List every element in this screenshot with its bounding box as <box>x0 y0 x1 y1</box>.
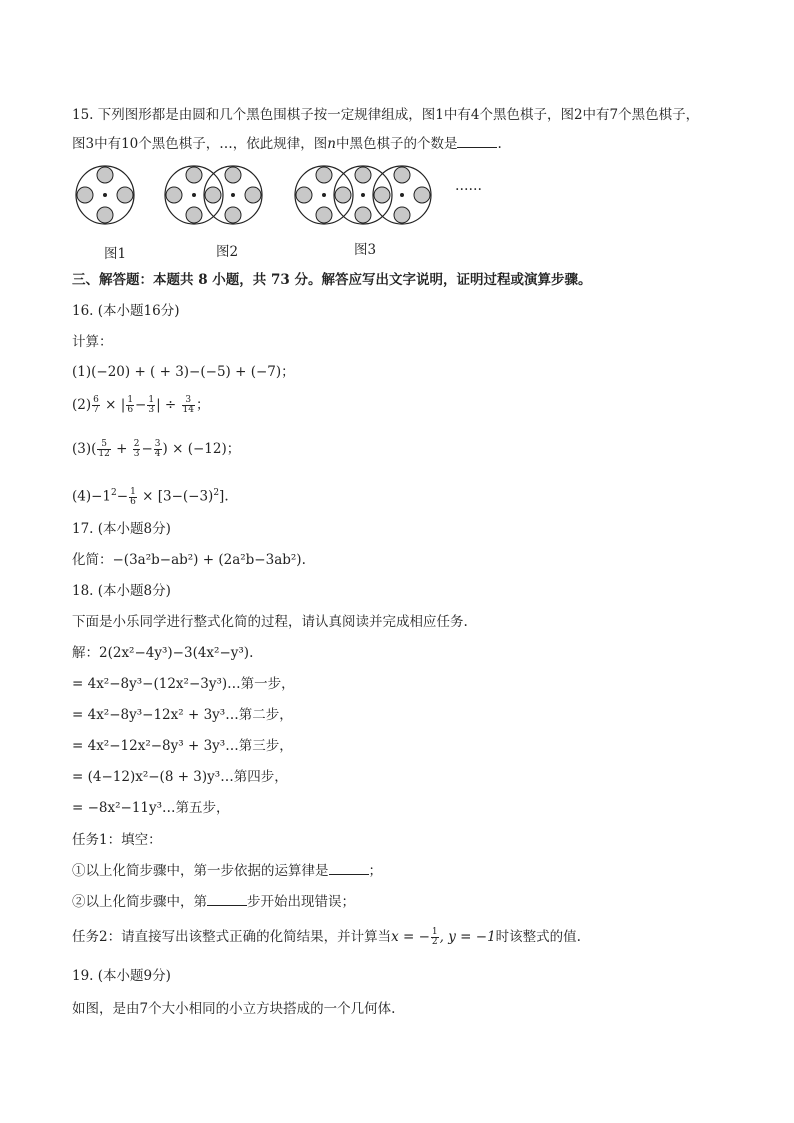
frac-den: 12 <box>98 449 110 459</box>
q18-t1a-pre: ①以上化简步骤中，第一步依据的运算律是 <box>72 863 329 879</box>
q16-intro: 计算： <box>72 334 113 350</box>
q15-figure-svg <box>72 160 492 240</box>
q15-line2-b: 中黑色棋子的个数是 <box>335 136 458 152</box>
q15-line2-end: . <box>497 136 502 152</box>
q16-p3-pre: (3)( <box>72 441 97 457</box>
q17-text: 化简：−(3a²b−ab²) + (2a²b−3ab²). <box>72 552 306 568</box>
frac-den: 3 <box>133 449 140 459</box>
q15-answer-blank[interactable] <box>457 135 497 148</box>
q16-part3 <box>72 440 240 459</box>
frac-1-6 <box>126 396 134 415</box>
q16-p4-end: ]. <box>219 488 229 505</box>
q16-p3-end: ) × (−12)； <box>162 441 241 457</box>
fig2-caption: 图2 <box>216 244 239 260</box>
q18-t1b-end: 步开始出现错误； <box>247 894 355 910</box>
q18-header: 18. (本小题8分) <box>72 583 171 599</box>
q18-step3: = 4x²−12x²−8y³ + 3y³…第三步， <box>72 738 293 754</box>
q16-header: 16. (本小题16分) <box>72 303 180 319</box>
q16-p4-pre: (4)−1 <box>72 488 112 505</box>
frac-5-12 <box>97 440 110 459</box>
q18-task1: 任务1：填空： <box>72 832 162 848</box>
q16-p2-pre: (2) <box>72 397 92 413</box>
q16-p2-mid2: | ÷ <box>156 397 181 413</box>
q16-p4-minus: − <box>116 488 129 505</box>
frac-1-6b <box>129 488 137 507</box>
frac-den: 2 <box>431 937 438 947</box>
q18-step5: = −8x²−11y³…第五步， <box>72 800 230 816</box>
frac-den: 4 <box>154 449 161 459</box>
q18-t1a-blank[interactable] <box>329 862 369 875</box>
q15-line2 <box>72 135 502 153</box>
q15-line1: 15. 下列图形都是由圆和几个黑色围棋子按一定规律组成，图1中有4个黑色棋子，图2中有7个黑色棋子， <box>72 107 700 123</box>
q19-header: 19. (本小题9分) <box>72 968 171 984</box>
frac-6-7 <box>92 396 100 415</box>
q18-t1a-end: ； <box>368 863 382 879</box>
figures-ellipsis: …… <box>455 178 482 194</box>
q18-step4: = (4−12)x²−(8 + 3)y³…第四步， <box>72 769 288 785</box>
frac-1-3 <box>147 396 155 415</box>
q16-p3-plus: + <box>111 441 132 457</box>
q18-intro: 下面是小乐同学进行整式化简的过程，请认真阅读并完成相应任务. <box>72 614 468 630</box>
frac-num: 1 <box>130 486 136 497</box>
q18-step0: 解：2(2x²−4y³)−3(4x²−y³). <box>72 645 254 661</box>
frac-num: 1 <box>148 395 155 405</box>
fig3-caption: 图3 <box>354 242 377 258</box>
section3-heading: 三、解答题：本题共 8 小题，共 73 分。解答应写出文字说明，证明过程或演算步骤。 <box>72 272 592 288</box>
q18-t1b-pre: ②以上化简步骤中，第 <box>72 894 207 910</box>
fig1-caption: 图1 <box>104 246 127 262</box>
frac-2-3 <box>133 440 141 459</box>
frac-num: 2 <box>133 439 140 449</box>
q17-header: 17. (本小题8分) <box>72 521 171 537</box>
frac-3-14 <box>182 396 195 415</box>
q18-step2: = 4x²−8y³−12x² + 3y³…第二步， <box>72 707 293 723</box>
q16-p3-minus: − <box>141 441 153 457</box>
frac-den: 6 <box>127 405 134 415</box>
q18-step1: = 4x²−8y³−(12x²−3y³)…第一步， <box>72 676 295 692</box>
q18-task2 <box>72 928 581 947</box>
q16-p4-mid: × [3−(−3) <box>137 488 214 505</box>
q16-part2 <box>72 396 210 415</box>
q15-line2-a: 图3中有10个黑色棋子，…，依此规律，图 <box>72 136 328 152</box>
q16-p2-mid1: × | <box>100 397 126 413</box>
frac-num: 5 <box>97 440 110 450</box>
q16-p4-exp: 2 <box>111 488 117 498</box>
q18-t1b-blank[interactable] <box>207 893 247 906</box>
q16-part1: (1)(−20) + ( + 3)−(−5) + (−7)； <box>72 364 295 380</box>
frac-den: 14 <box>182 405 194 415</box>
q16-p2-minus: − <box>135 397 147 413</box>
q18-task2-pre: 任务2：请直接写出该整式正确的化简结果，并计算当 <box>72 929 392 945</box>
frac-3-4 <box>154 440 162 459</box>
q18-task1a <box>72 862 382 880</box>
q16-p2-end: ； <box>196 397 210 413</box>
q18-task2-end: 时该整式的值. <box>495 929 581 945</box>
q18-task2-y: , y = −1 <box>439 929 496 945</box>
frac-den: 6 <box>130 496 136 507</box>
frac-den: 7 <box>93 405 99 415</box>
frac-num: 1 <box>127 395 134 405</box>
q16-part4 <box>72 484 229 507</box>
q18-task1b <box>72 893 355 911</box>
frac-den: 3 <box>148 405 155 415</box>
frac-num: 3 <box>182 396 195 406</box>
q18-task2-x: x = − <box>391 929 430 945</box>
frac-num: 3 <box>154 439 161 449</box>
q19-text: 如图，是由7个大小相同的小立方块搭成的一个几何体. <box>72 1001 396 1017</box>
q15-n: n <box>327 136 336 152</box>
q15-figures <box>72 160 492 260</box>
frac-num: 6 <box>93 395 99 405</box>
q16-p4-exp2: 2 <box>213 488 220 498</box>
frac-1-2 <box>431 928 439 947</box>
frac-num: 1 <box>431 927 438 937</box>
